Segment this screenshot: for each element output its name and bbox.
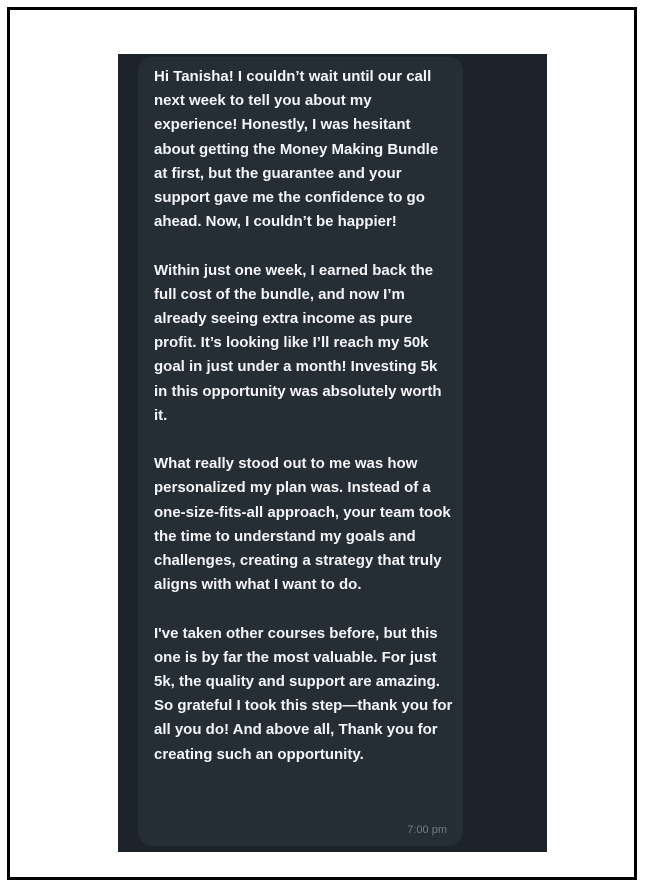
message-timestamp: 7:00 pm — [407, 824, 447, 836]
message-paragraph-4: I've taken other courses before, but this one is by far the most valuable. For just 5k, the quality and support are amazing. So grateful I took this step—thank you for all you do! And above all, Thank you for creating such an opportunity. — [154, 624, 453, 763]
message-bubble[interactable] — [138, 57, 463, 846]
chat-screenshot — [118, 54, 547, 852]
message-body — [154, 65, 454, 767]
message-paragraph-2: Within just one week, I earned back the full cost of the bundle, and now I’m already seeing extra income as pure profit. It’s looking like I’ll reach my 50k goal in just under a month! Investing 5k in this opportunity was absolutely worth it. — [154, 261, 442, 424]
message-paragraph-3: What really stood out to me was how personalized my plan was. Instead of a one-size-fits-all approach, your team took the time to understand my goals and challenges, creating a strategy that truly aligns with what I want to do. — [154, 455, 451, 594]
image-frame — [7, 7, 637, 880]
message-paragraph-1: Hi Tanisha! I couldn’t wait until our call next week to tell you about my experience! Honestly, I was hesitant about getting the Money Making Bundle at first, but the guarantee and your support gave me the confidence to go ahead. Now, I couldn’t be happier! — [154, 68, 439, 231]
